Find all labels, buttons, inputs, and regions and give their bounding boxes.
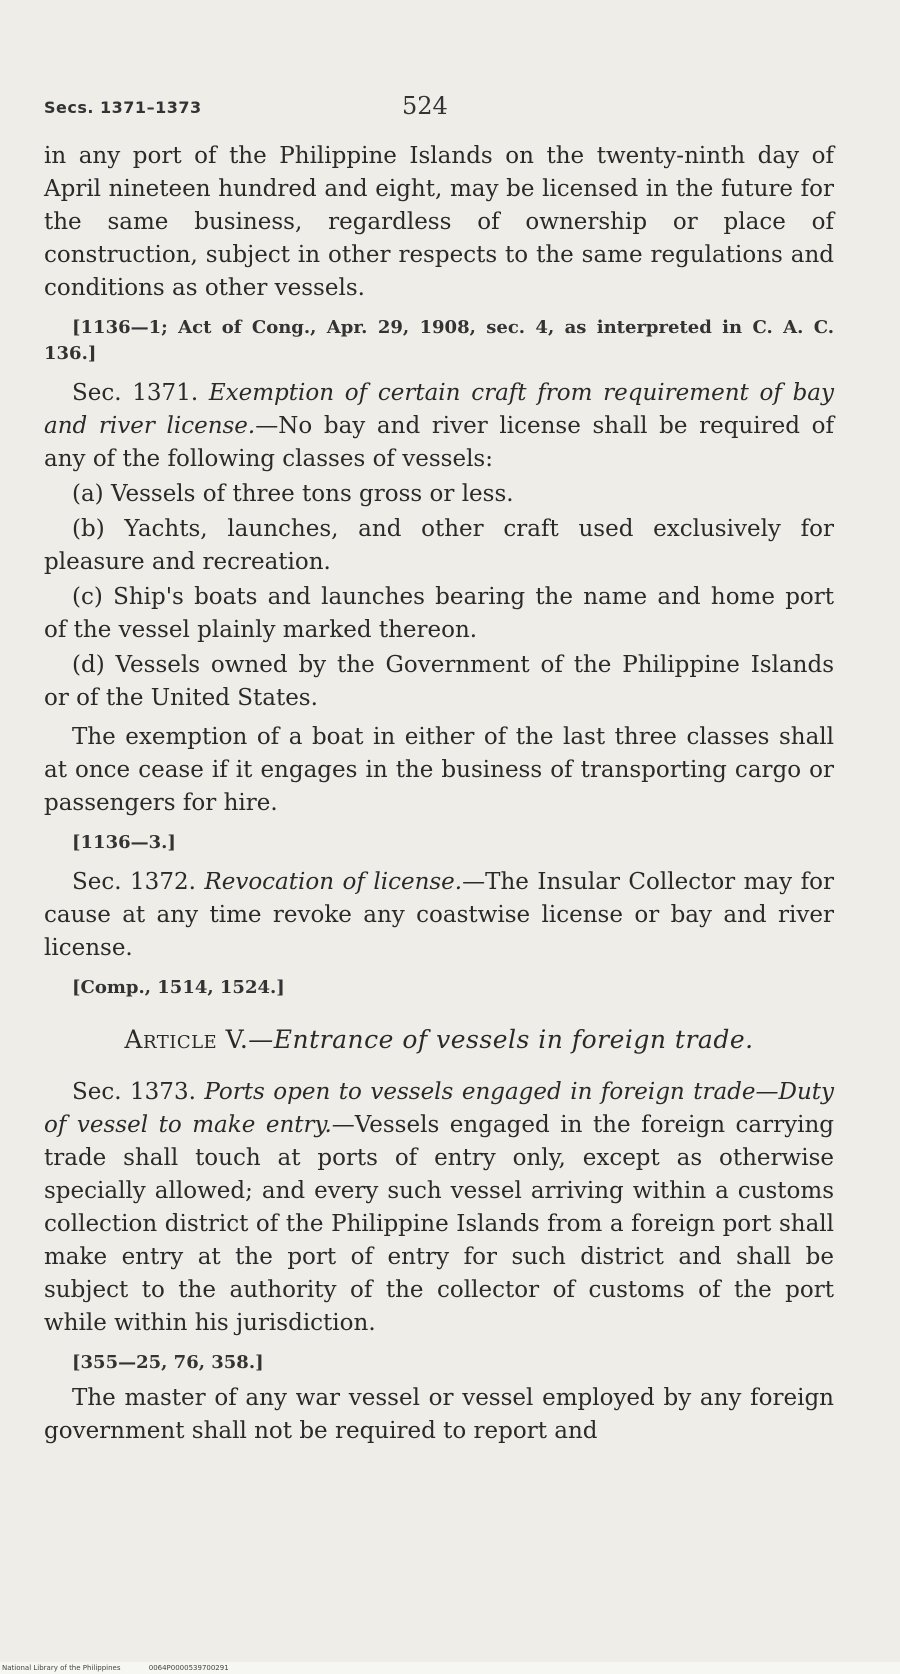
list-item: [44, 649, 834, 715]
section-1373: [44, 1076, 834, 1340]
reference-1: [1136—1; Act of Cong., Apr. 29, 1908, sec. 4, as interpreted in C. A. C. 136.]: [44, 317, 834, 364]
exemption-paragraph: The exemption of a boat in either of the last three classes shall at once cease if it engages in the business of transporting cargo or passengers for hire.: [44, 724, 834, 816]
section-range: Secs. 1371–1373: [44, 98, 202, 117]
item-marker: (a): [72, 481, 104, 507]
article-title: —Entrance of vessels in foreign trade.: [248, 1025, 754, 1054]
reference-2: [1136—3.]: [72, 832, 176, 853]
library-name: National Library of the Philippines: [2, 1664, 121, 1672]
page-number: 524: [402, 92, 448, 120]
section-title: Exemption of certain craft from requirement of bay and river license.: [44, 380, 834, 439]
section-label: Sec. 1372.: [72, 869, 196, 895]
page-header: [44, 92, 856, 122]
item-text: Yachts, launches, and other craft used exclusively for pleasure and recreation.: [44, 516, 835, 575]
section-label: Sec. 1371.: [72, 380, 199, 406]
section-1371: [44, 377, 834, 476]
article-label: Article V.: [124, 1025, 249, 1054]
item-text: Vessels of three tons gross or less.: [110, 481, 514, 507]
section-text: —Vessels engaged in the foreign carrying trade shall touch at ports of entry only, except as otherwise specially allowed; and every such vessel arriving within a customs collection district of the Philippine Islands from a foreign port shall make entry at the port of entry for such district and shall be subject to the authority of the collector of customs of the port while within his jurisdiction.: [44, 1112, 835, 1336]
section-label: Sec. 1373.: [72, 1079, 196, 1105]
item-marker: (b): [72, 516, 105, 542]
list-item: [44, 513, 834, 579]
master-paragraph: The master of any war vessel or vessel employed by any foreign government shall not be required to report and: [44, 1385, 834, 1444]
image-id: 0064P0000539700291: [148, 1664, 229, 1672]
page-body: [44, 140, 834, 1448]
section-1372: [44, 866, 834, 965]
item-marker: (c): [72, 584, 103, 610]
list-item: [44, 581, 834, 647]
reference-4: [355—25, 76, 358.]: [72, 1352, 264, 1373]
reference-3: [Comp., 1514, 1524.]: [72, 977, 285, 998]
item-text: Ship's boats and launches bearing the name and home port of the vessel plainly marked thereon.: [44, 584, 834, 643]
item-marker: (d): [72, 652, 105, 678]
article-heading: [44, 1023, 834, 1056]
continuation-paragraph: in any port of the Philippine Islands on the twenty-ninth day of April nineteen hundred and eight, may be licensed in the future for the same business, regardless of ownership or place of construction, subject in other respects to the same regulations and conditions as other vessels.: [44, 143, 834, 301]
section-text: —The Insular Collector may for cause at any time revoke any coastwise license or bay and river license.: [44, 869, 835, 961]
list-item: [44, 478, 834, 511]
section-text: —No bay and river license shall be required of any of the following classes of vessels:: [44, 413, 834, 472]
scan-footer: [0, 1662, 900, 1674]
item-text: Vessels owned by the Government of the Philippine Islands or of the United States.: [44, 652, 835, 711]
section-title: Ports open to vessels engaged in foreign trade—Duty of vessel to make entry.: [44, 1079, 834, 1138]
section-title: Revocation of license.: [204, 869, 463, 895]
